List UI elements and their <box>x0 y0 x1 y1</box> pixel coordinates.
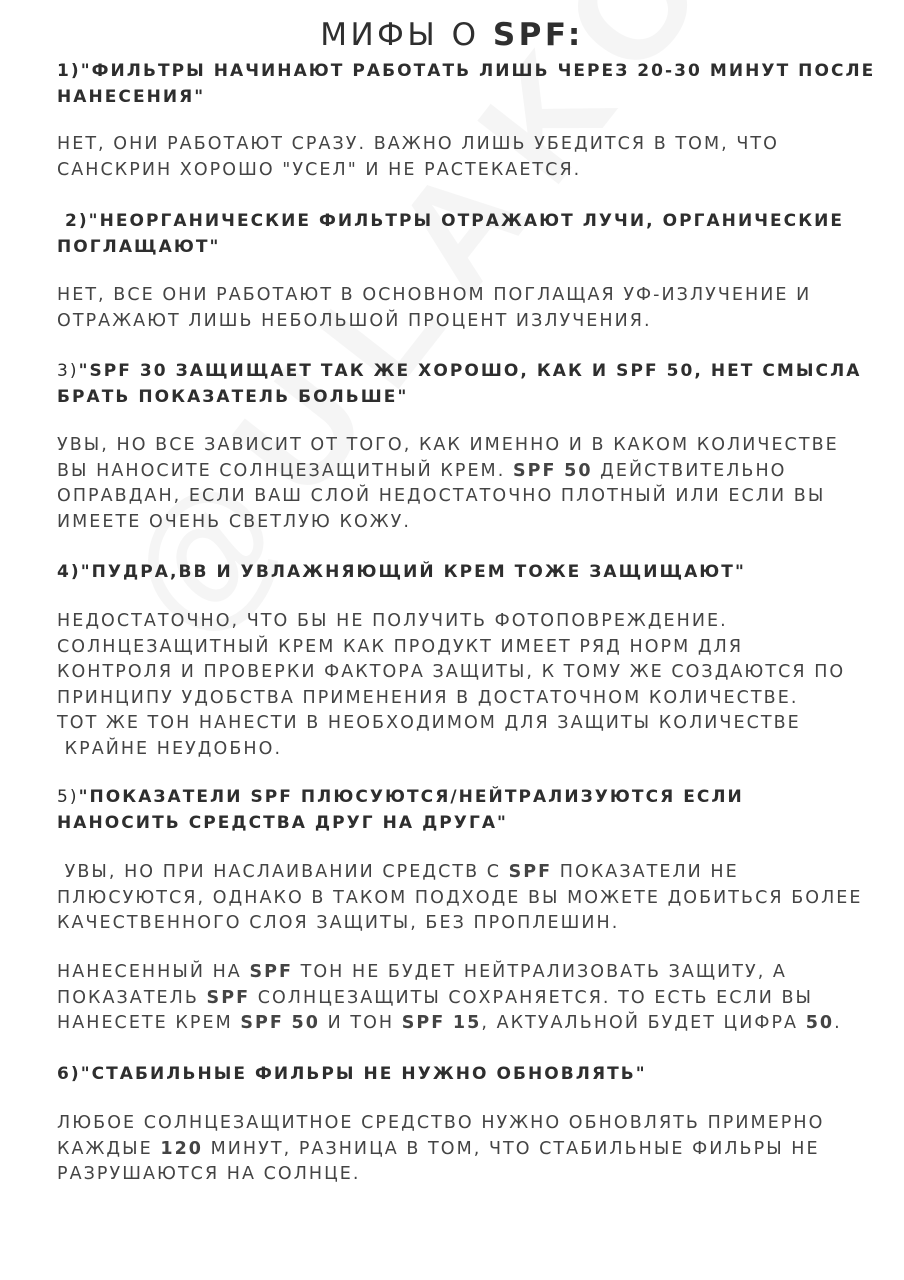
heading-line: БРАТЬ ПОКАЗАТЕЛЬ БОЛЬШЕ" <box>57 387 409 407</box>
myth-2-answer <box>57 283 857 334</box>
myth-6-heading <box>57 1061 857 1087</box>
answer-line: ОТРАЖАЮТ ЛИШЬ НЕБОЛЬШОЙ ПРОЦЕНТ ИЗЛУЧЕНИЯ. <box>57 310 652 331</box>
myth-6-answer <box>57 1111 857 1188</box>
answer-line: НЕТ, ОНИ РАБОТАЮТ СРАЗУ. ВАЖНО ЛИШЬ УБЕДИТСЯ В ТОМ, ЧТО <box>57 134 779 154</box>
myth-1-heading <box>57 58 876 110</box>
heading-line <box>57 784 857 810</box>
answer-line: РАЗРУШАЮТСЯ НА СОЛНЦЕ. <box>57 1164 361 1184</box>
answer-line: НЕДОСТАТОЧНО, ЧТО БЫ НЕ ПОЛУЧИТЬ ФОТОПОВРЕЖДЕНИЕ. <box>57 611 728 631</box>
answer-line: САНСКРИН ХОРОШО "УСЕЛ" И НЕ РАСТЕКАЕТСЯ. <box>57 159 582 180</box>
heading-line: НАНОСИТЬ СРЕДСТВА ДРУГ НА ДРУГА" <box>57 813 508 833</box>
heading-line: НАНЕСЕНИЯ" <box>57 87 206 107</box>
heading-text: "SPF 30 ЗАЩИЩАЕТ ТАК ЖЕ ХОРОШО, КАК И SPF 50, НЕТ СМЫСЛА <box>78 361 862 381</box>
myth-4-answer <box>57 609 857 762</box>
answer-line: УВЫ, НО ПРИ НАСЛАИВАНИИ СРЕДСТВ С SPF ПОКАЗАТЕЛИ НЕ <box>57 862 739 882</box>
answer-line: ВЫ НАНОСИТЕ СОЛНЦЕЗАЩИТНЫЙ КРЕМ. SPF 50 ДЕЙСТВИТЕЛЬНО <box>57 460 787 481</box>
myth-5-answer <box>57 860 863 937</box>
heading-text: "ПОКАЗАТЕЛИ SPF ПЛЮСУЮТСЯ/НЕЙТРАЛИЗУЮТСЯ ЕСЛИ <box>78 787 744 807</box>
myth-2-heading <box>57 208 857 260</box>
heading-line: 1)"ФИЛЬТРЫ НАЧИНАЮТ РАБОТАТЬ ЛИШЬ ЧЕРЕЗ 20-30 МИНУТ ПОСЛЕ <box>57 61 876 81</box>
myth-3-answer <box>57 433 857 535</box>
heading-number: 3) <box>57 361 79 381</box>
answer-line: КРАЙНЕ НЕУДОБНО. <box>57 738 283 759</box>
page-title-text: МИФЫ О <box>320 17 493 53</box>
answer-line: КАЧЕСТВЕННОГО СЛОЯ ЗАЩИТЫ, БЕЗ ПРОПЛЕШИН. <box>57 913 620 933</box>
answer-line: КОНТРОЛЯ И ПРОВЕРКИ ФАКТОРА ЗАЩИТЫ, К ТОМУ ЖЕ СОЗДАЮТСЯ ПО <box>57 662 846 682</box>
myth-1-answer <box>57 132 857 183</box>
heading-line: 6)"СТАБИЛЬНЫЕ ФИЛЬРЫ НЕ НУЖНО ОБНОВЛЯТЬ" <box>57 1064 647 1084</box>
answer-line: НАНЕСЕННЫЙ НА SPF ТОН НЕ БУДЕТ НЕЙТРАЛИЗОВАТЬ ЗАЩИТУ, А <box>57 962 787 982</box>
answer-line: УВЫ, НО ВСЕ ЗАВИСИТ ОТ ТОГО, КАК ИМЕННО И В КАКОМ КОЛИЧЕСТВЕ <box>57 435 839 455</box>
answer-line: ОПРАВДАН, ЕСЛИ ВАШ СЛОЙ НЕДОСТАТОЧНО ПЛОТНЫЙ ИЛИ ЕСЛИ ВЫ <box>57 486 826 506</box>
answer-line: ТОТ ЖЕ ТОН НАНЕСТИ В НЕОБХОДИМОМ ДЛЯ ЗАЩИТЫ КОЛИЧЕСТВЕ <box>57 713 801 733</box>
myth-4-heading <box>57 559 857 585</box>
answer-line: НЕТ, ВСЕ ОНИ РАБОТАЮТ В ОСНОВНОМ ПОГЛАЩАЯ УФ-ИЗЛУЧЕНИЕ И <box>57 285 812 305</box>
heading-line: 2)"НЕОРГАНИЧЕСКИЕ ФИЛЬТРЫ ОТРАЖАЮТ ЛУЧИ, ОРГАНИЧЕСКИЕ <box>57 211 845 231</box>
heading-line: 4)"ПУДРА,BB И УВЛАЖНЯЮЩИЙ КРЕМ ТОЖЕ ЗАЩИЩАЮТ" <box>57 562 746 582</box>
heading-number: 5) <box>57 787 79 807</box>
page-title <box>0 17 904 53</box>
answer-line: ИМЕЕТЕ ОЧЕНЬ СВЕТЛУЮ КОЖУ. <box>57 511 411 532</box>
answer-line: ЛЮБОЕ СОЛНЦЕЗАЩИТНОЕ СРЕДСТВО НУЖНО ОБНОВЛЯТЬ ПРИМЕРНО <box>57 1113 825 1133</box>
myth-5-answer-extra <box>57 960 857 1037</box>
answer-line: НАНЕСЕТЕ КРЕМ SPF 50 И ТОН SPF 15, АКТУАЛЬНОЙ БУДЕТ ЦИФРА 50. <box>57 1013 842 1033</box>
answer-line: СОЛНЦЕЗАЩИТНЫЙ КРЕМ КАК ПРОДУКТ ИМЕЕТ РЯД НОРМ ДЛЯ <box>57 636 744 657</box>
myth-5-heading <box>57 784 857 836</box>
heading-line: ПОГЛАЩАЮТ" <box>57 237 221 257</box>
heading-line <box>57 358 862 384</box>
answer-line: ПЛЮСУЮТСЯ, ОДНАКО В ТАКОМ ПОДХОДЕ ВЫ МОЖЕТЕ ДОБИТЬСЯ БОЛЕЕ <box>57 887 863 908</box>
answer-line: ПРИНЦИПУ УДОБСТВА ПРИМЕНЕНИЯ В ДОСТАТОЧНОМ КОЛИЧЕСТВЕ. <box>57 687 799 708</box>
myth-3-heading <box>57 358 862 410</box>
answer-line: ПОКАЗАТЕЛЬ SPF СОЛНЦЕЗАЩИТЫ СОХРАНЯЕТСЯ. ТО ЕСТЬ ЕСЛИ ВЫ <box>57 987 813 1008</box>
page-title-spf: SPF: <box>492 17 584 53</box>
answer-line: КАЖДЫЕ 120 МИНУТ, РАЗНИЦА В ТОМ, ЧТО СТАБИЛЬНЫЕ ФИЛЬРЫ НЕ <box>57 1138 820 1159</box>
